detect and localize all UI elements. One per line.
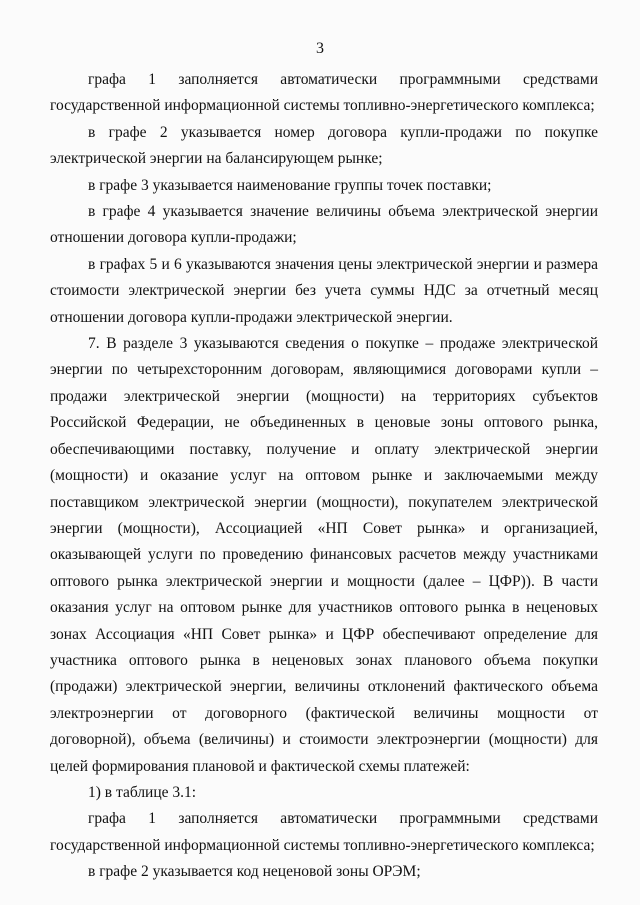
paragraph-table-3-1-column2: в графе 2 указывается код неценовой зоны ОРЭМ; [88, 863, 421, 881]
paragraph-columns5-6-price-cost: в графах 5 и 6 указываются значения цены электрической энергии и размера стоимости электрической энергии без учета суммы НДС за отчетный месяц отношении договора купли-продажи электрической энергии. [50, 255, 598, 326]
paragraph-column4-energy-volume: в графе 4 указывается значение величины объема электрической энергии отношении договора купли-продажи; [50, 203, 598, 247]
page-number: 3 [316, 40, 324, 57]
paragraph-table-3-1-column1: графа 1 заполняется автоматически программными средствами государственной информационной системы топливно-энергетического комплекса; [50, 810, 598, 854]
paragraph-column3-delivery-points: в графе 3 указывается наименование группы точек поставки; [88, 176, 492, 194]
document-body [50, 67, 598, 886]
paragraph-column2-contract-number: в графе 2 указывается номер договора купли-продажи по покупке электрической энергии на балансирующем рынке; [50, 123, 598, 168]
paragraph-section3-description: 7. В разделе 3 указываются сведения о покупке – продаже электрической энергии по четырехсторонним договорам, являющимися договорами купли – продажи электрической энергии (мощности) на территориях субъектов Российской Федерации, не объединенных в ценовые зоны оптового рынка, обеспечивающими поставку, получение и оплату электрической энергии (мощности) и оказание услуг на оптовом рынке и заключаемыми между поставщиком электрической энергии (мощности), покупателем электрической энергии (мощности), Ассоциацией «НП Совет рынка» и организацией, оказывающей услуги по проведению финансовых расчетов между участниками оптового рынка электрической энергии и мощности (далее – ЦФР)). В части оказания услуг на оптовом рынке для участников оптового рынка в неценовых зонах Ассоциация «НП Совет рынка» и ЦФР обеспечивают определение для участника оптового рынка в неценовых зонах планового объема покупки (продажи) электрической энергии, величины отклонений фактического объема электроэнергии от договорного (фактической величины мощности от договорной), объема (величины) и стоимости электроэнергии (мощности) для целей формирования плановой и фактической схемы платежей: [50, 335, 598, 775]
paragraph-column1-autofill: графа 1 заполняется автоматически программными средствами государственной информационной системы топливно-энергетического комплекса; [50, 71, 598, 115]
paragraph-table-3-1-heading: 1) в таблице 3.1: [88, 783, 197, 801]
